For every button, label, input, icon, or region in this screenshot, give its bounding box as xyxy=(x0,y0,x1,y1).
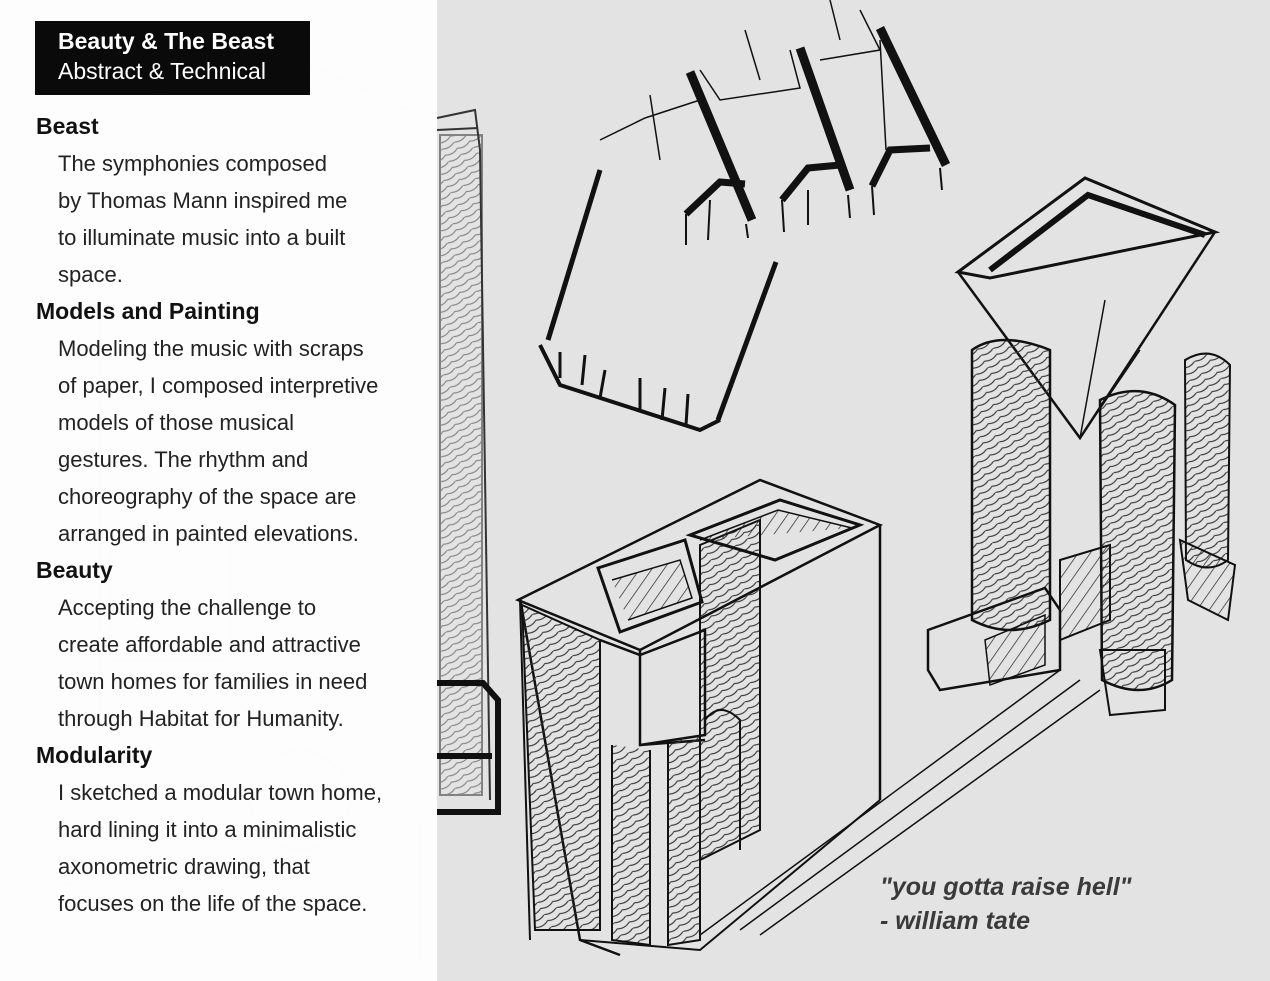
section-text-line: arranged in painted elevations. xyxy=(58,521,359,546)
section-text-line: focuses on the life of the space. xyxy=(58,891,368,916)
section-title: Modularity xyxy=(36,742,153,768)
quote-author: - william tate xyxy=(880,907,1031,935)
section-text-line: hard lining it into a minimalistic xyxy=(58,817,357,842)
content-sections xyxy=(36,108,436,922)
section-text-line: town homes for families in need xyxy=(58,669,368,694)
section-text-line: of paper, I composed interpretive xyxy=(58,373,379,398)
section-text-line: choreography of the space are xyxy=(58,484,357,509)
section-text-line: I sketched a modular town home, xyxy=(58,780,383,805)
section-text-line: Accepting the challenge to xyxy=(58,595,317,620)
page-title: Beauty & The Beast xyxy=(58,28,275,54)
section-text-line: by Thomas Mann inspired me xyxy=(58,188,348,213)
section-title: Beauty xyxy=(36,557,113,583)
section-text-line: axonometric drawing, that xyxy=(58,854,310,879)
quote xyxy=(880,870,1132,938)
section-text-line: models of those musical xyxy=(58,410,294,435)
section-text-line: to illuminate music into a built xyxy=(58,225,346,250)
text-panel xyxy=(0,0,437,981)
section-text-line: space. xyxy=(58,262,123,287)
section-title: Beast xyxy=(36,113,99,139)
section-models-and-painting xyxy=(36,293,436,552)
section-beauty xyxy=(36,552,436,737)
section-modularity xyxy=(36,737,436,922)
section-text-line: The symphonies composed xyxy=(58,151,328,176)
page-subtitle: Abstract & Technical xyxy=(58,58,266,84)
section-text-line: through Habitat for Humanity. xyxy=(58,706,344,731)
section-beast xyxy=(36,108,436,293)
section-text-line: Modeling the music with scraps xyxy=(58,336,364,361)
section-title: Models and Painting xyxy=(36,298,260,324)
section-text-line: gestures. The rhythm and xyxy=(58,447,309,472)
title-box xyxy=(35,21,310,95)
quote-text: "you gotta raise hell" xyxy=(880,873,1132,901)
section-text-line: create affordable and attractive xyxy=(58,632,361,657)
